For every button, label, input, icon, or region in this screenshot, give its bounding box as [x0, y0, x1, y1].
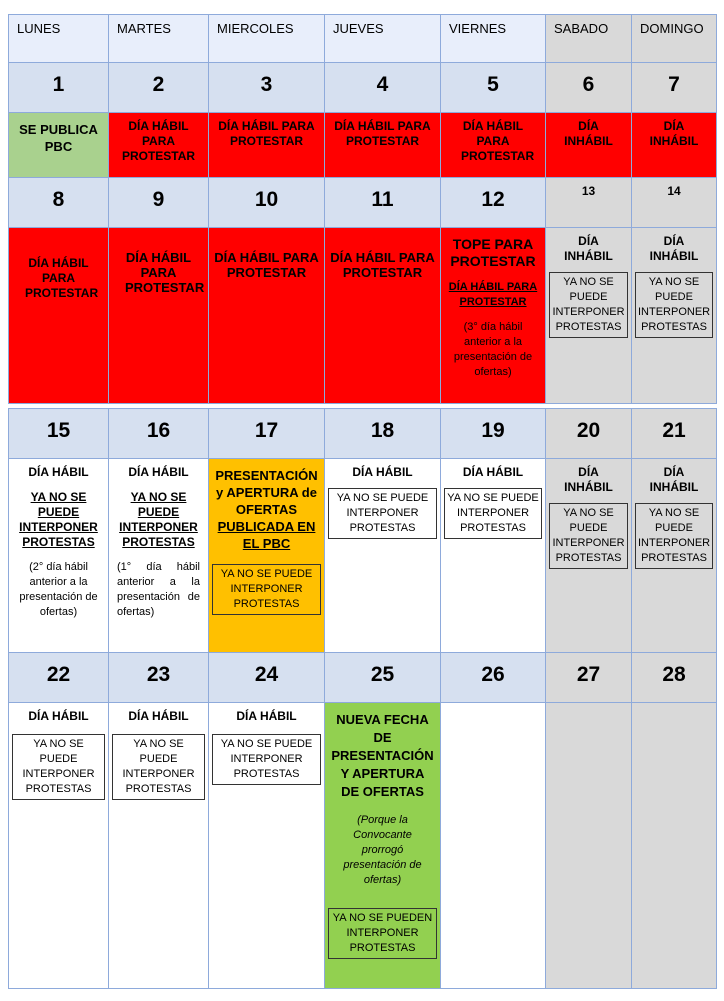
date-12: 12: [440, 177, 546, 228]
cell-day-23-box: YA NO SE PUEDE INTERPONER PROTESTAS: [112, 734, 205, 800]
cell-day-16-note: (1° día hábil anterior a la presentación de ofertas): [117, 561, 200, 618]
date-21: 21: [631, 408, 717, 459]
date-4: 4: [324, 62, 441, 113]
cell-day-1: [8, 112, 109, 178]
cell-day-19: [440, 458, 546, 653]
cell-day-12: [440, 227, 546, 404]
cell-day-3-text: DÍA HÁBIL PARA PROTESTAR: [218, 119, 315, 148]
day-header-miercoles: MIERCOLES: [208, 14, 325, 63]
cell-day-14: [631, 227, 717, 404]
date-13: 13: [545, 177, 632, 228]
cell-day-18: [324, 458, 441, 653]
date-24: 24: [208, 652, 325, 703]
cell-day-1-text: SE PUBLICA PBC: [19, 122, 98, 154]
cell-day-8-text: DÍA HÁBIL PARA PROTESTAR: [25, 256, 99, 300]
cell-day-4-text: DÍA HÁBIL PARA PROTESTAR: [334, 119, 431, 148]
cell-day-23-text: DÍA HÁBIL: [128, 709, 189, 723]
date-9: 9: [108, 177, 209, 228]
date-3: 3: [208, 62, 325, 113]
cell-day-3: [208, 112, 325, 178]
cell-day-18-box: YA NO SE PUEDE INTERPONER PROTESTAS: [328, 488, 437, 539]
cell-day-21-text: DÍA INHÁBIL: [649, 465, 699, 494]
date-5: 5: [440, 62, 546, 113]
cell-day-7: [631, 112, 717, 178]
cell-day-25-note: (Porque la Convocante prorrogó presentación de ofertas): [343, 814, 422, 886]
day-header-martes: MARTES: [108, 14, 209, 63]
cell-day-24-box: YA NO SE PUEDE INTERPONER PROTESTAS: [212, 734, 321, 785]
cell-day-27: [545, 702, 632, 989]
cell-day-18-text: DÍA HÁBIL: [352, 465, 413, 479]
cell-day-21: [631, 458, 717, 653]
day-header-viernes: VIERNES: [440, 14, 546, 63]
date-23: 23: [108, 652, 209, 703]
cell-day-15-subtitle: YA NO SE PUEDE INTERPONER PROTESTAS: [19, 490, 98, 549]
date-17: 17: [208, 408, 325, 459]
cell-day-10-text: DÍA HÁBIL PARA PROTESTAR: [214, 250, 319, 280]
cell-day-14-text: DÍA INHÁBIL: [649, 234, 699, 263]
cell-day-17-title: PRESENTACIÓN y APERTURA de OFERTAS: [215, 468, 318, 517]
date-15: 15: [8, 408, 109, 459]
cell-day-14-box: YA NO SE PUEDE INTERPONER PROTESTAS: [635, 272, 713, 338]
date-26: 26: [440, 652, 546, 703]
cell-day-20-box: YA NO SE PUEDE INTERPONER PROTESTAS: [549, 503, 628, 569]
date-28: 28: [631, 652, 717, 703]
date-1: 1: [8, 62, 109, 113]
cell-day-20: [545, 458, 632, 653]
cell-day-21-box: YA NO SE PUEDE INTERPONER PROTESTAS: [635, 503, 713, 569]
cell-day-28: [631, 702, 717, 989]
date-6: 6: [545, 62, 632, 113]
cell-day-17-subtitle: PUBLICADA EN EL PBC: [217, 519, 316, 551]
cell-day-25: [324, 702, 441, 989]
cell-day-25-box: YA NO SE PUEDEN INTERPONER PROTESTAS: [328, 908, 437, 959]
date-11: 11: [324, 177, 441, 228]
cell-day-15-text: DÍA HÁBIL: [28, 465, 89, 479]
cell-day-13-text: DÍA INHÁBIL: [564, 234, 613, 263]
date-25: 25: [324, 652, 441, 703]
cell-day-19-text: DÍA HÁBIL: [462, 465, 524, 479]
date-16: 16: [108, 408, 209, 459]
cell-day-16: [108, 458, 209, 653]
date-8: 8: [8, 177, 109, 228]
cell-day-11-text: DÍA HÁBIL PARA PROTESTAR: [330, 250, 435, 280]
cell-day-12-note: (3° día hábil anterior a la presentación de ofertas): [453, 321, 533, 378]
date-10: 10: [208, 177, 325, 228]
cell-day-5: [440, 112, 546, 178]
day-header-sabado: SABADO: [545, 14, 632, 63]
cell-day-15: [8, 458, 109, 653]
cell-day-26: [440, 702, 546, 989]
date-18: 18: [324, 408, 441, 459]
cell-day-12-subtitle: DÍA HÁBIL PARA PROTESTAR: [448, 281, 538, 308]
cell-day-12-title: TOPE PARA PROTESTAR: [450, 236, 536, 269]
cell-day-15-note: (2° día hábil anterior a la presentación de ofertas): [19, 561, 98, 618]
cell-day-8: [8, 227, 109, 404]
day-header-lunes: LUNES: [8, 14, 109, 63]
cell-day-2: [108, 112, 209, 178]
cell-day-2-text: DÍA HÁBIL PARA PROTESTAR: [121, 119, 196, 163]
day-header-jueves: JUEVES: [324, 14, 441, 63]
cell-day-23: [108, 702, 209, 989]
cell-day-6: [545, 112, 632, 178]
date-22: 22: [8, 652, 109, 703]
cell-day-22: [8, 702, 109, 989]
cell-day-13: [545, 227, 632, 404]
cell-day-4: [324, 112, 441, 178]
cell-day-20-text: DÍA INHÁBIL: [564, 465, 613, 494]
date-27: 27: [545, 652, 632, 703]
date-19: 19: [440, 408, 546, 459]
date-7: 7: [631, 62, 717, 113]
date-20: 20: [545, 408, 632, 459]
cell-day-22-box: YA NO SE PUEDE INTERPONER PROTESTAS: [12, 734, 105, 800]
cell-day-10: [208, 227, 325, 404]
cell-day-9-text: DÍA HÁBIL PARA PROTESTAR: [125, 250, 205, 295]
cell-day-25-title: NUEVA FECHA DE PRESENTACIÓN Y APERTURA DE OFERTAS: [331, 712, 434, 799]
cell-day-6-text: DÍA INHÁBIL: [564, 119, 613, 148]
cell-day-7-text: DÍA INHÁBIL: [649, 119, 699, 148]
cell-day-24-text: DÍA HÁBIL: [236, 709, 297, 723]
date-14: 14: [631, 177, 717, 228]
day-header-domingo: DOMINGO: [631, 14, 717, 63]
cell-day-16-subtitle: YA NO SE PUEDE INTERPONER PROTESTAS: [119, 490, 198, 549]
cell-day-9: [108, 227, 209, 404]
cell-day-17-box: YA NO SE PUEDE INTERPONER PROTESTAS: [212, 564, 321, 615]
cell-day-24: [208, 702, 325, 989]
cell-day-17: [208, 458, 325, 653]
cell-day-22-text: DÍA HÁBIL: [28, 709, 89, 723]
date-2: 2: [108, 62, 209, 113]
cell-day-16-text: DÍA HÁBIL: [128, 465, 189, 479]
cell-day-11: [324, 227, 441, 404]
cell-day-5-text: DÍA HÁBIL PARA PROTESTAR: [461, 119, 535, 163]
cell-day-13-box: YA NO SE PUEDE INTERPONER PROTESTAS: [549, 272, 628, 338]
cell-day-19-box: YA NO SE PUEDE INTERPONER PROTESTAS: [444, 488, 542, 539]
